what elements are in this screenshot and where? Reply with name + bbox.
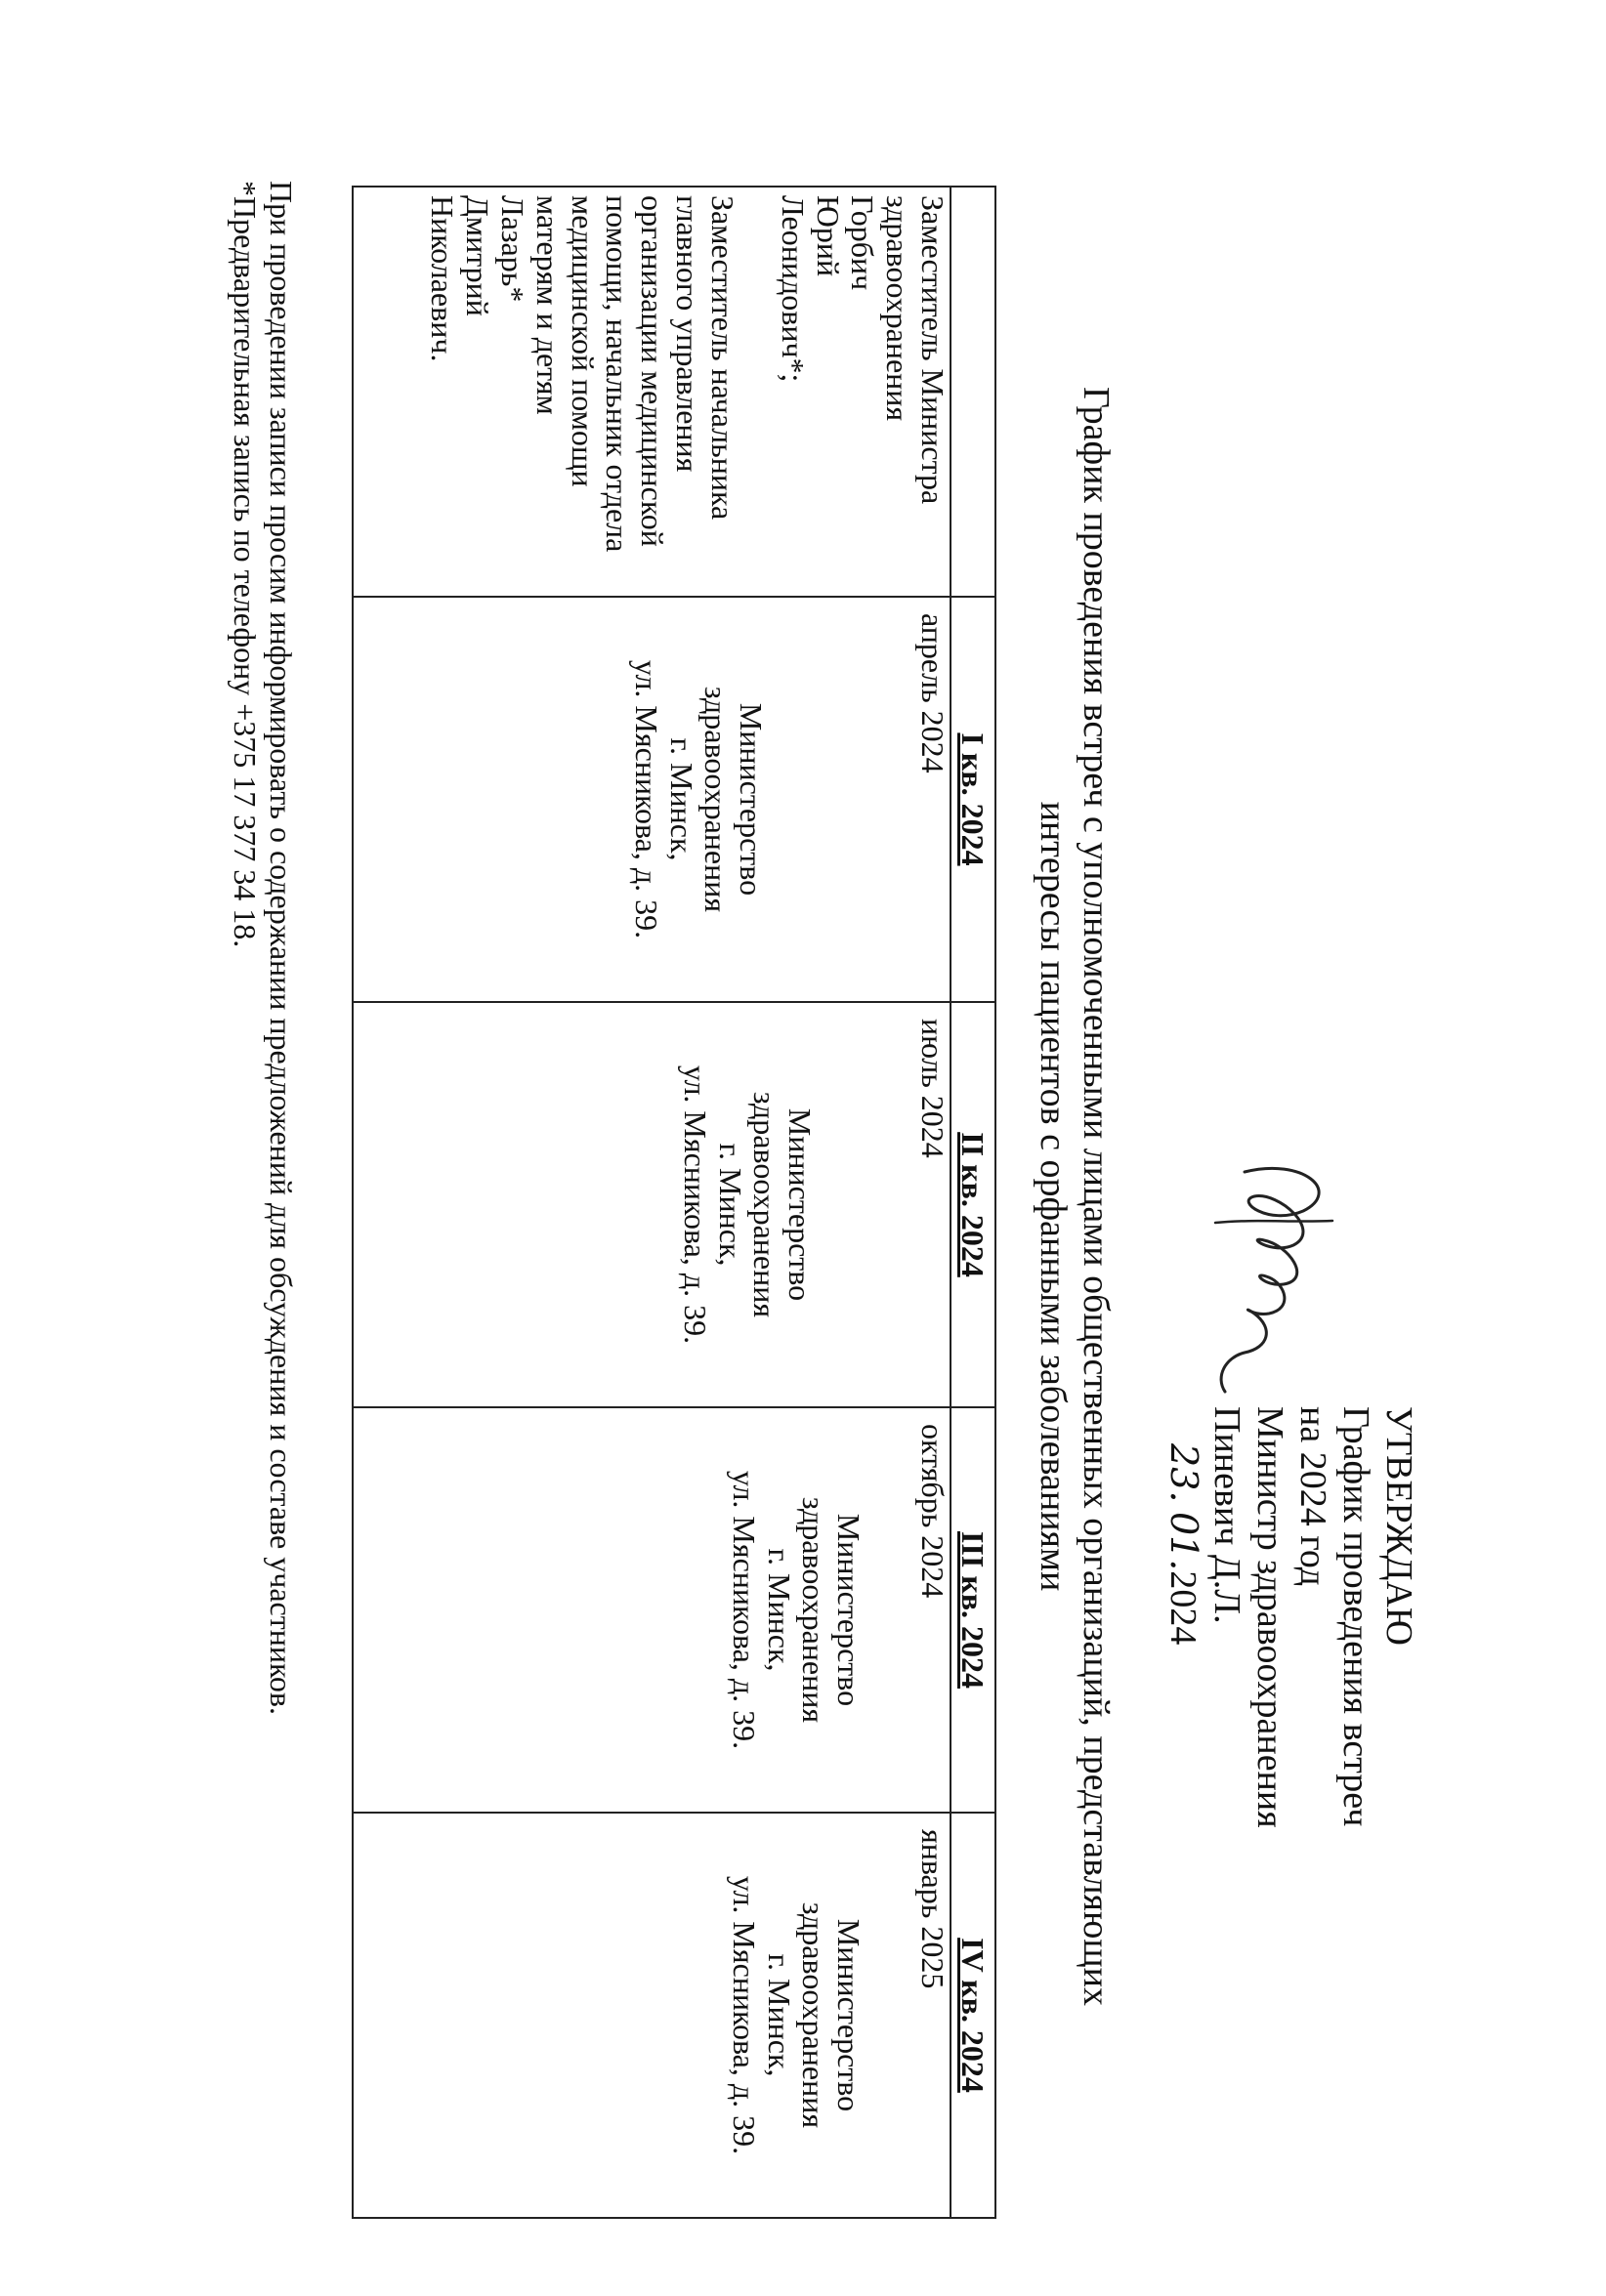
- place-line: Министерство: [782, 1107, 819, 1302]
- place-line: г. Минск,: [761, 1548, 797, 1672]
- column-header: II кв. 2024: [951, 1002, 995, 1407]
- place-line: здравоохранения: [747, 1091, 783, 1318]
- place-line: г. Минск,: [761, 1953, 797, 2077]
- meeting-month: январь 2025: [915, 1829, 951, 1989]
- approval-heading: УТВЕРЖДАЮ: [1378, 1406, 1419, 1646]
- approval-date-month: 01.: [1162, 1511, 1205, 1571]
- approval-date-year: 2024: [1162, 1570, 1204, 1646]
- place-line: ул. Мясникова, д. 39.: [726, 1470, 762, 1750]
- meeting-month: октябрь 2024: [915, 1424, 951, 1599]
- column-header: I кв. 2024: [951, 597, 995, 1002]
- column-header: [951, 187, 995, 597]
- quarter-cell: [353, 1002, 951, 1407]
- column-header: IV кв. 2024: [951, 1813, 995, 2218]
- official-position: медицинской помощи: [565, 195, 601, 487]
- official-position: матерям и детям: [529, 195, 566, 415]
- title-line: График проведения встреч с уполномоченными лицами общественных организаций, представляющих: [1076, 387, 1117, 2006]
- note-line: *Предварительная запись по телефону +375 17 377 34 18.: [227, 181, 263, 948]
- meeting-place: [628, 605, 768, 993]
- approval-minister-name: Пиневич Д.Л.: [1205, 1406, 1247, 1624]
- meeting-month: апрель 2024: [915, 613, 951, 773]
- meeting-place: [726, 1821, 866, 2209]
- official-position: Заместитель Министра: [915, 195, 951, 505]
- official-name: Лазарь*: [494, 195, 530, 303]
- officials-cell: [353, 187, 951, 597]
- approval-date-day: 23.: [1162, 1443, 1205, 1503]
- table-header-row: [951, 187, 995, 2218]
- meeting-place: [726, 1416, 866, 1804]
- table-row: [353, 187, 951, 2218]
- place-line: здравоохранения: [796, 1496, 832, 1724]
- place-line: г. Минск,: [663, 737, 699, 861]
- official-position: главного управления: [670, 195, 706, 473]
- schedule-table: [352, 186, 996, 2219]
- official-name: Дмитрий: [460, 195, 496, 316]
- note-line: При проведении записи просим информировать о содержании предложений для обсуждения и составе участников.: [264, 181, 299, 1715]
- place-line: Министерство: [831, 1918, 867, 2112]
- place-line: г. Минск,: [712, 1143, 748, 1267]
- official-position: помощи, начальник отдела: [600, 195, 636, 553]
- official-position: Заместитель начальника: [704, 195, 740, 521]
- place-line: здравоохранения: [796, 1901, 832, 2129]
- official-name: Николаевич.: [425, 195, 461, 362]
- approval-line: на 2024 год: [1291, 1406, 1333, 1587]
- approval-line: Министр здравоохранения: [1248, 1406, 1290, 1828]
- place-line: здравоохранения: [698, 686, 735, 913]
- place-line: Министерство: [734, 702, 770, 897]
- official-name: Горбич: [845, 195, 881, 291]
- quarter-cell: [353, 1407, 951, 1813]
- quarter-cell: [353, 1813, 951, 2218]
- quarter-cell: [353, 597, 951, 1002]
- approval-line: График проведения встреч: [1334, 1406, 1376, 1827]
- place-line: ул. Мясникова, д. 39.: [726, 1875, 762, 2155]
- official-position: здравоохранения: [880, 195, 916, 422]
- place-line: ул. Мясникова, д. 39.: [628, 659, 664, 939]
- official-name: Юрий: [810, 195, 846, 277]
- document-title: [1032, 293, 1118, 2100]
- title-line: интересы пациентов с орфанными заболеваниями: [1032, 801, 1074, 1592]
- signature-icon: [1196, 1152, 1362, 1397]
- official-name: Леонидович*;: [775, 195, 811, 383]
- column-header: III кв. 2024: [951, 1407, 995, 1813]
- place-line: ул. Мясникова, д. 39.: [677, 1065, 713, 1345]
- approval-stamp: [1162, 1406, 1420, 2149]
- footnotes: [227, 181, 299, 2232]
- place-line: Министерство: [831, 1513, 867, 1707]
- meeting-month: июль 2024: [915, 1019, 951, 1158]
- official-position: организации медицинской: [635, 195, 671, 547]
- meeting-place: [677, 1011, 817, 1398]
- approval-date: [1162, 1406, 1205, 2149]
